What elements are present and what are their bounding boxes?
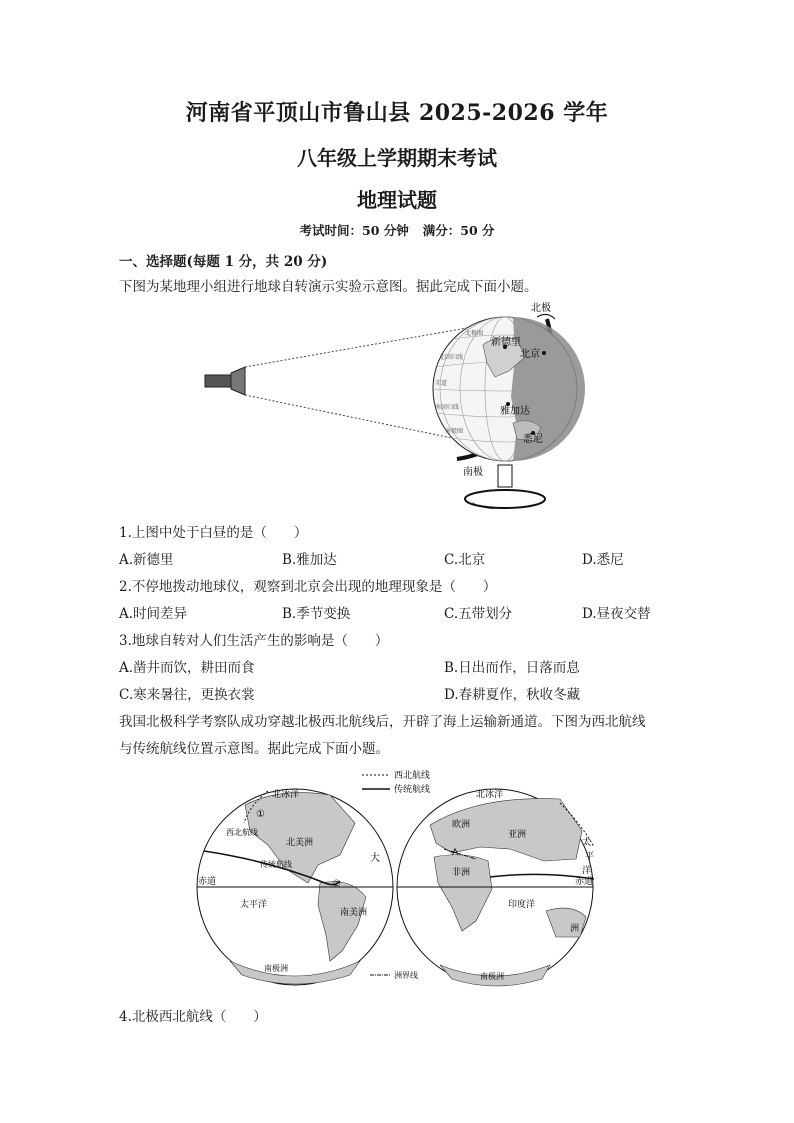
q3-option-a[interactable]: A.凿井而饮，耕田而食 — [119, 660, 255, 676]
exam-title-line1: 河南省平顶山市鲁山县 2025-2026 学年 — [185, 100, 609, 126]
asia-label: 亚洲 — [508, 830, 527, 840]
legend-northwest-label: 西北航线 — [394, 771, 431, 781]
sydney-label: 悉尼 — [523, 434, 543, 445]
q1-option-a[interactable]: A.新德里 — [119, 552, 174, 568]
q1-option-c[interactable]: C.北京 — [444, 552, 486, 568]
africa-label: 非洲 — [452, 868, 471, 878]
q2-option-c[interactable]: C.五带划分 — [444, 606, 513, 622]
jakarta-label: 雅加达 — [500, 406, 530, 417]
oceania-label: 洲 — [570, 924, 580, 934]
globe-experiment-figure — [195, 297, 595, 515]
pacific-right-label-3: 洋 — [582, 866, 592, 876]
q3-option-d[interactable]: D.春耕夏作，秋收冬藏 — [444, 687, 581, 703]
marker-2: ② — [332, 879, 341, 890]
arctic-ocean-right-label: 北冰洋 — [476, 790, 504, 800]
beijing-dot — [542, 351, 546, 355]
south-america-label: 南美洲 — [340, 908, 368, 918]
lat-equator-label: 赤道 — [435, 380, 448, 387]
q2-option-b[interactable]: B.季节变换 — [282, 606, 351, 622]
route-label-trad: 传统航线 — [260, 860, 292, 869]
flashlight-head — [231, 367, 245, 395]
antarctica-left-label: 南极洲 — [264, 964, 288, 973]
question-4-stem: 4.北极西北航线（ ） — [119, 1009, 267, 1025]
marker-1: ① — [256, 809, 265, 820]
question-1-stem: 1.上图中处于白昼的是（ ） — [119, 525, 308, 541]
pacific-right-label-2: 平 — [585, 852, 595, 862]
q2-option-a[interactable]: A.时间差异 — [119, 606, 188, 622]
q3-option-b[interactable]: B.日出而作，日落而息 — [444, 660, 580, 676]
beijing-label: 北京 — [520, 349, 540, 360]
indian-ocean-label: 印度洋 — [508, 900, 536, 910]
flashlight-body — [205, 375, 231, 387]
q1-option-b[interactable]: B.雅加达 — [282, 552, 337, 568]
intro-paragraph-2-line1: 我国北极科学考察队成功穿越北极西北航线后，开辟了海上运输新通道。下图为西北航线 — [119, 714, 646, 730]
equator-left-label: 赤道 — [198, 877, 217, 887]
pacific-left-label: 太平洋 — [240, 900, 268, 910]
atlantic-label-1: 大 — [370, 853, 380, 864]
new-delhi-label: 新德里 — [491, 337, 521, 348]
arctic-ocean-left-label: 北冰洋 — [272, 790, 300, 800]
marker-a: A — [452, 848, 459, 858]
lat-tropic-cancer-label: 北回归线 — [439, 354, 464, 361]
exam-title-line3: 地理试题 — [357, 188, 437, 212]
antarctica-right-label: 南极洲 — [480, 972, 504, 981]
exam-meta — [0, 221, 794, 239]
lat-south-polar-label: 南极圈 — [445, 428, 464, 435]
question-2-stem: 2.不停地拨动地球仪，观察到北京会出现的地理现象是（ ） — [119, 579, 497, 595]
pacific-right-label-1: 太 — [582, 838, 592, 848]
q3-option-c[interactable]: C.寒来暑往，更换衣裳 — [119, 687, 255, 703]
arctic-route-map-figure — [190, 765, 610, 993]
q1-option-d[interactable]: D.悉尼 — [582, 552, 624, 568]
question-3-stem: 3.地球自转对人们生活产生的影响是（ ） — [119, 633, 389, 649]
lat-north-polar-label: 北极圈 — [465, 330, 484, 337]
lat-tropic-capricorn-label: 南回归线 — [435, 404, 460, 411]
q2-option-d[interactable]: D.昼夜交替 — [582, 606, 651, 622]
intro-paragraph-2-line2: 与传统航线位置示意图。据此完成下面小题。 — [119, 741, 389, 757]
route-label-nw: 西北航线 — [226, 828, 258, 837]
legend-traditional-label: 传统航线 — [394, 785, 431, 795]
exam-time: 考试时间：50 分钟 — [299, 223, 409, 238]
south-pole-label: 南极 — [463, 467, 483, 478]
intro-paragraph-1: 下图为某地理小组进行地球自转演示实验示意图。据此完成下面小题。 — [119, 279, 538, 295]
legend-boundary-label: 洲界线 — [394, 971, 418, 980]
rotation-arrow-icon — [537, 314, 555, 319]
north-america-label: 北美洲 — [286, 838, 314, 848]
full-score: 满分：50 分 — [422, 223, 495, 238]
globe-stand-stem — [498, 465, 512, 487]
europe-label: 欧洲 — [452, 820, 471, 830]
section-heading: 一、选择题(每题 1 分，共 20 分) — [119, 254, 328, 270]
north-pole-label: 北极 — [531, 303, 551, 314]
equator-right-label: 赤道 — [575, 877, 594, 887]
exam-title-line2: 八年级上学期期末考试 — [297, 146, 497, 170]
